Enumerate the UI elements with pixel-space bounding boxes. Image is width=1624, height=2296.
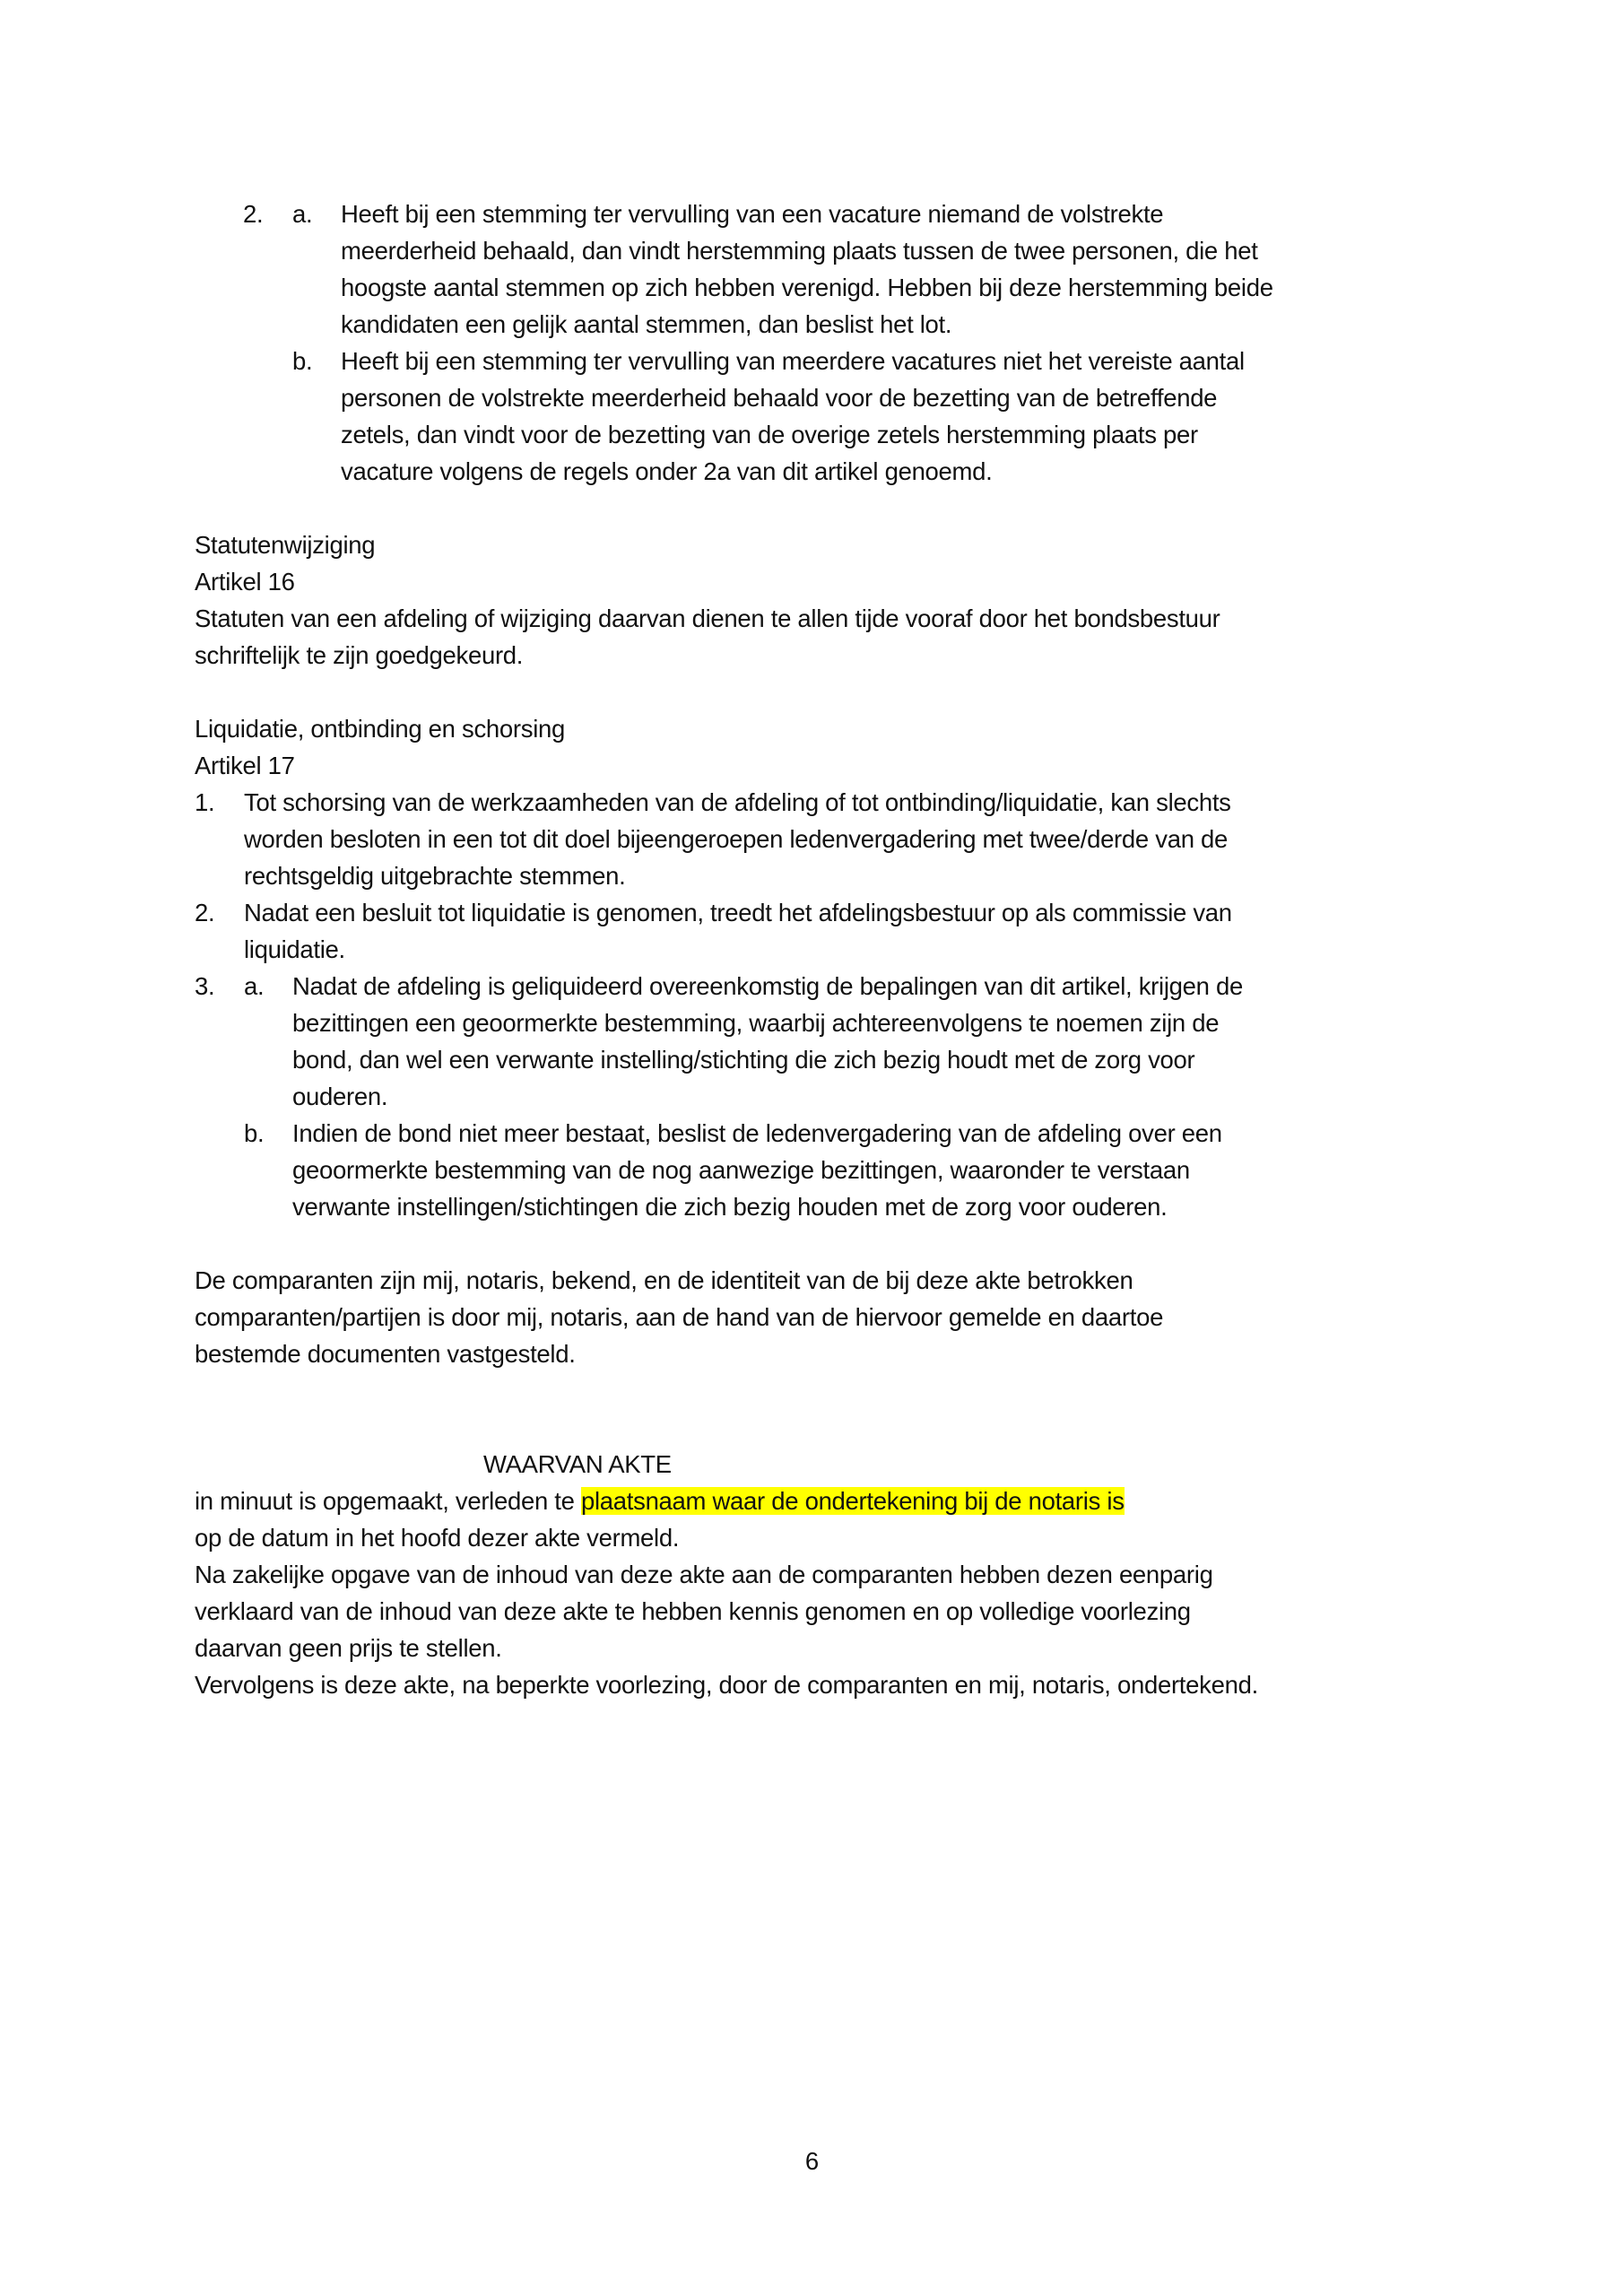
paragraph-line: personen de volstrekte meerderheid behaald voor de bezetting van de betreffende xyxy=(341,384,1218,412)
paragraph-line: ouderen. xyxy=(292,1083,388,1110)
paragraph-line: Statuten van een afdeling of wijziging daarvan dienen te allen tijde vooraf door het bondsbestuur xyxy=(195,604,1220,632)
paragraph-line: worden besloten in een tot dit doel bijeengeroepen ledenvergadering met twee/derde van de xyxy=(244,825,1229,853)
paragraph-line: Nadat een besluit tot liquidatie is genomen, treedt het afdelingsbestuur op als commissie van xyxy=(244,899,1232,926)
closing-place-prefix: in minuut is opgemaakt, verleden te xyxy=(195,1487,581,1515)
section-heading: Liquidatie, ontbinding en schorsing xyxy=(195,715,565,743)
paragraph-line: daarvan geen prijs te stellen. xyxy=(195,1634,502,1662)
paragraph-line: bestemde documenten vastgesteld. xyxy=(195,1340,576,1368)
paragraph-line: bond, dan wel een verwante instelling/stichting die zich bezig houdt met de zorg voor xyxy=(292,1046,1195,1074)
paragraph-line: Tot schorsing van de werkzaamheden van de afdeling of tot ontbinding/liquidatie, kan slechts xyxy=(244,788,1231,816)
highlighted-placeholder: plaatsnaam waar de ondertekening bij de notaris is xyxy=(580,1487,1125,1515)
paragraph-line: verwante instellingen/stichtingen die zich bezig houden met de zorg voor ouderen. xyxy=(292,1193,1168,1221)
paragraph-line: meerderheid behaald, dan vindt herstemming plaats tussen de twee personen, die het xyxy=(341,237,1258,265)
paragraph-line: Vervolgens is deze akte, na beperkte voorlezing, door de comparanten en mij, notaris, ondertekend. xyxy=(195,1671,1258,1699)
paragraph-line: Na zakelijke opgave van de inhoud van deze akte aan de comparanten hebben dezen eenparig xyxy=(195,1561,1213,1588)
article-label: Artikel 17 xyxy=(195,752,295,779)
paragraph-line: De comparanten zijn mij, notaris, bekend, en de identiteit van de bij deze akte betrokken xyxy=(195,1266,1133,1294)
item-number: 1. xyxy=(195,788,215,816)
paragraph-line: Nadat de afdeling is geliquideerd overeenkomstig de bepalingen van dit artikel, krijgen de xyxy=(292,972,1243,1000)
sub-item-label: a. xyxy=(244,972,265,1000)
paragraph-line: Indien de bond niet meer bestaat, beslist de ledenvergadering van de afdeling over een xyxy=(292,1119,1222,1147)
sub-item-label: a. xyxy=(292,200,313,228)
paragraph-line: vacature volgens de regels onder 2a van dit artikel genoemd. xyxy=(341,457,993,485)
closing-title: WAARVAN AKTE xyxy=(483,1450,672,1478)
paragraph-line: hoogste aantal stemmen op zich hebben verenigd. Hebben bij deze herstemming beide xyxy=(341,274,1273,301)
item-number: 2. xyxy=(195,899,215,926)
paragraph-line: verklaard van de inhoud van deze akte te hebben kennis genomen en op volledige voorlezing xyxy=(195,1597,1191,1625)
section-heading: Statutenwijziging xyxy=(195,531,376,559)
closing-place-line xyxy=(195,1483,1125,1519)
paragraph-line: zetels, dan vindt voor de bezetting van de overige zetels herstemming plaats per xyxy=(341,421,1198,448)
item-number: 2. xyxy=(243,200,264,228)
paragraph-line: kandidaten een gelijk aantal stemmen, dan beslist het lot. xyxy=(341,310,952,338)
paragraph-line: geoormerkte bestemming van de nog aanwezige bezittingen, waaronder te verstaan xyxy=(292,1156,1190,1184)
paragraph-line: rechtsgeldig uitgebrachte stemmen. xyxy=(244,862,626,890)
paragraph-line: Heeft bij een stemming ter vervulling van meerdere vacatures niet het vereiste aantal xyxy=(341,347,1245,375)
paragraph-line: comparanten/partijen is door mij, notaris, aan de hand van de hiervoor gemelde en daartoe xyxy=(195,1303,1164,1331)
sub-item-label: b. xyxy=(244,1119,265,1147)
paragraph-line: schriftelijk te zijn goedgekeurd. xyxy=(195,641,524,669)
item-number: 3. xyxy=(195,972,215,1000)
paragraph-line: Heeft bij een stemming ter vervulling van een vacature niemand de volstrekte xyxy=(341,200,1164,228)
article-label: Artikel 16 xyxy=(195,568,295,596)
paragraph-line: liquidatie. xyxy=(244,935,345,963)
sub-item-label: b. xyxy=(292,347,313,375)
paragraph-line: op de datum in het hoofd dezer akte vermeld. xyxy=(195,1524,680,1552)
page-number: 6 xyxy=(804,2147,820,2175)
paragraph-line: bezittingen een geoormerkte bestemming, waarbij achtereenvolgens te noemen zijn de xyxy=(292,1009,1220,1037)
